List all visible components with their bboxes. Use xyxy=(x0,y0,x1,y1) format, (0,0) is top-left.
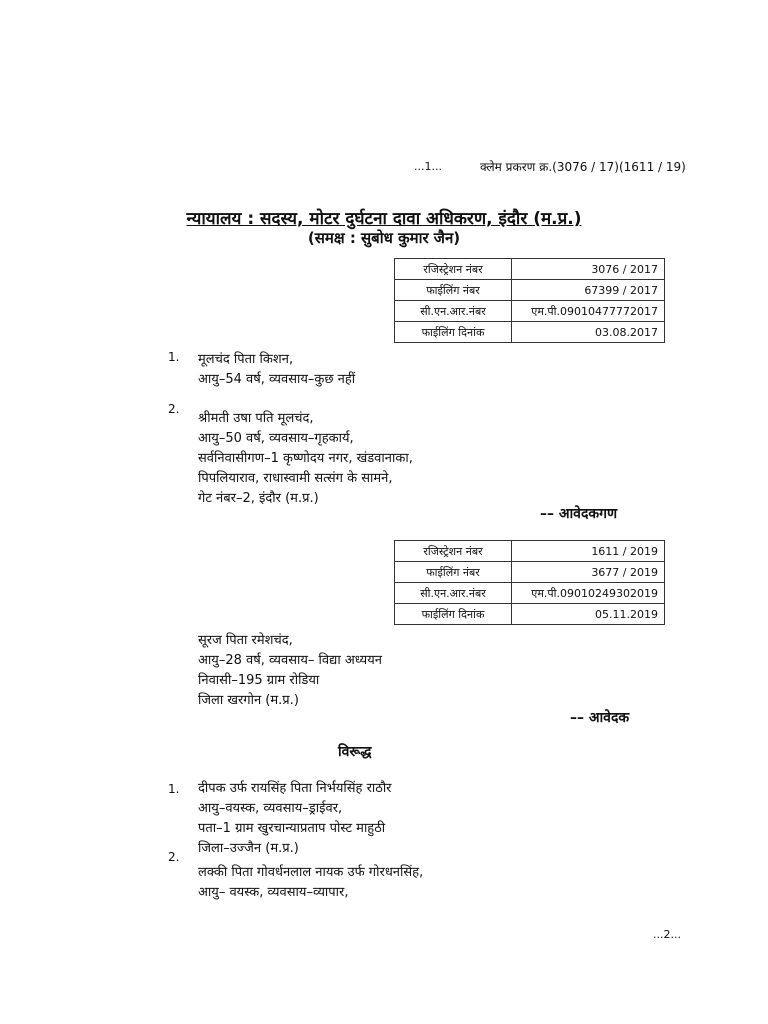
party-line: पिपलियाराव, राधास्वामी सत्संग के सामने, xyxy=(198,471,393,486)
party-line: मूलचंद पिता किशन, xyxy=(198,352,294,367)
party-line: श्रीमती उषा पति मूलचंद, xyxy=(198,411,314,426)
table-cell-value: 3677 / 2019 xyxy=(512,562,665,583)
table-cell-label: सी.एन.आर.नंबर xyxy=(395,301,512,322)
table-row xyxy=(395,280,665,301)
party-line: आयु–54 वर्ष, व्यवसाय–कुछ नहीं xyxy=(198,372,356,387)
party-line: आयु–50 वर्ष, व्यवसाय–गृहकार्य, xyxy=(198,431,354,446)
table-cell-value: एम.पी.09010477772017 xyxy=(512,301,665,322)
party-line: जिला खरगोन (म.प्र.) xyxy=(198,693,299,708)
table-cell-label: फाईलिंग दिनांक xyxy=(395,604,512,625)
table-cell-label: फाईलिंग नंबर xyxy=(395,280,512,301)
list-number: 1. xyxy=(168,350,180,364)
table-row xyxy=(395,259,665,280)
table-row xyxy=(395,562,665,583)
table-cell-label: रजिस्ट्रेशन नंबर xyxy=(395,259,512,280)
party-line: दीपक उर्फ रायसिंह पिता निर्भयसिंह राठौर xyxy=(198,781,392,796)
presiding-officer: (समक्ष : सुबोध कुमार जैन) xyxy=(307,229,461,247)
versus-heading: विरूद्ध xyxy=(338,744,372,760)
party-line: सर्वनिवासीगण–1 कृष्णोदय नगर, खंडवानाका, xyxy=(198,451,413,466)
list-number: 2. xyxy=(168,402,180,416)
party-role-applicant: –– आवेदक xyxy=(570,710,630,726)
table-row xyxy=(395,583,665,604)
party-role-applicants: –– आवेदकगण xyxy=(540,506,618,522)
table-cell-value: एम.पी.09010249302019 xyxy=(512,583,665,604)
table-row xyxy=(395,322,665,343)
table-cell-value: 3076 / 2017 xyxy=(512,259,665,280)
next-page-reference: ...2... xyxy=(653,928,681,941)
table-cell-value: 1611 / 2019 xyxy=(512,541,665,562)
party-line: सूरज पिता रमेशचंद, xyxy=(198,633,293,648)
list-number: 1. xyxy=(168,782,180,796)
table-cell-value: 03.08.2017 xyxy=(512,322,665,343)
party-line: आयु–28 वर्ष, व्यवसाय– विद्या अध्ययन xyxy=(198,653,382,668)
party-line: आयु– वयस्क, व्यवसाय–व्यापार, xyxy=(198,885,349,900)
case-number: क्लेम प्रकरण क्र.(3076 / 17)(1611 / 19) xyxy=(480,160,686,174)
table-cell-value: 67399 / 2017 xyxy=(512,280,665,301)
court-title: न्यायालय : सदस्य, मोटर दुर्घटना दावा अधिकरण, इंदौर (म.प्र.) xyxy=(186,209,582,229)
party-line: गेट नंबर–2, इंदौर (म.प्र.) xyxy=(198,491,319,506)
page-reference: ...1... xyxy=(414,160,442,173)
registration-table-2 xyxy=(394,540,665,625)
table-cell-value: 05.11.2019 xyxy=(512,604,665,625)
table-row xyxy=(395,604,665,625)
party-line: आयु–वयस्क, व्यवसाय–ड्राईवर, xyxy=(198,801,343,816)
party-line: पता–1 ग्राम खुरचान्याप्रताप पोस्ट माहुठी xyxy=(198,821,386,836)
list-number: 2. xyxy=(168,850,180,864)
table-row xyxy=(395,301,665,322)
table-row xyxy=(395,541,665,562)
table-cell-label: सी.एन.आर.नंबर xyxy=(395,583,512,604)
party-line: लक्की पिता गोवर्धनलाल नायक उर्फ गोरधनसिंह, xyxy=(198,865,424,880)
table-cell-label: रजिस्ट्रेशन नंबर xyxy=(395,541,512,562)
table-cell-label: फाईलिंग दिनांक xyxy=(395,322,512,343)
party-line: जिला–उज्जैन (म.प्र.) xyxy=(198,841,299,856)
table-cell-label: फाईलिंग नंबर xyxy=(395,562,512,583)
registration-table-1 xyxy=(394,258,665,343)
party-line: निवासी–195 ग्राम रोडिया xyxy=(198,673,320,688)
